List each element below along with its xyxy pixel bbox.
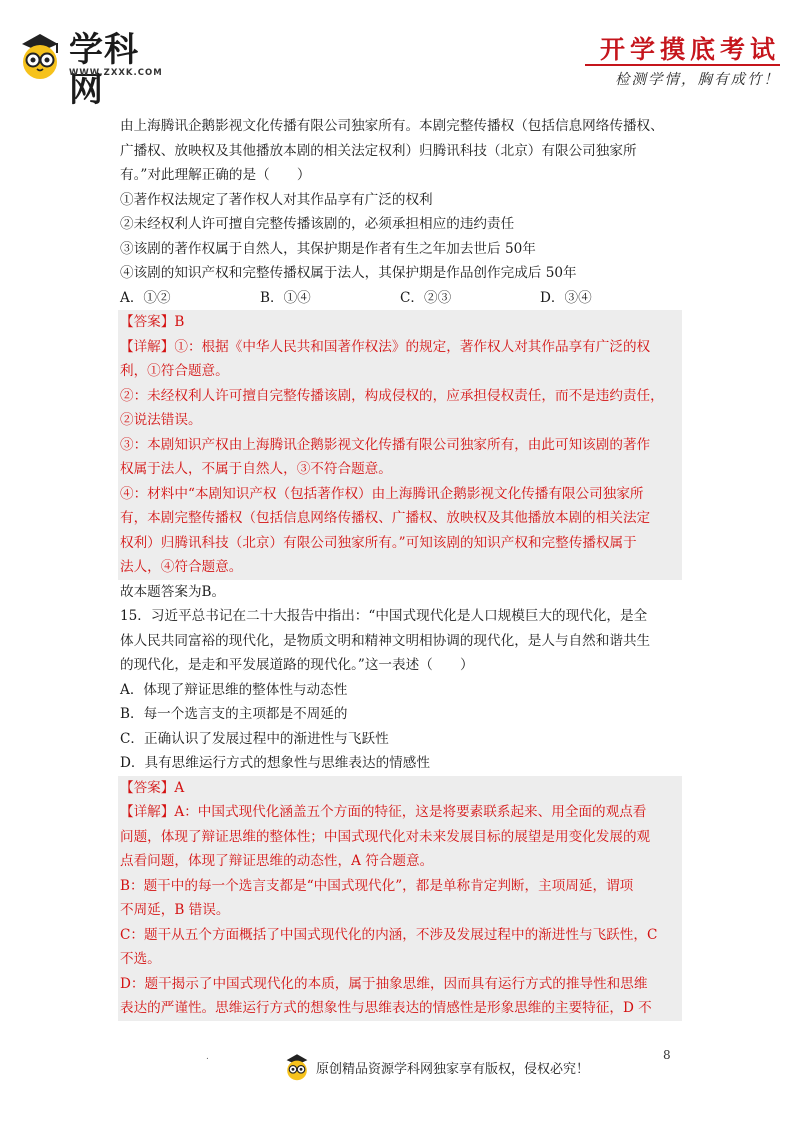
owl-mascot-icon xyxy=(282,1052,312,1082)
question-15 xyxy=(120,604,680,1021)
answer-explanation-box xyxy=(118,776,682,1021)
logo-url: WWW.ZXXK.COM xyxy=(69,68,163,78)
answer-explanation-box xyxy=(118,310,682,580)
explanation-line: C：题干从五个方面概括了中国式现代化的内涵，不涉及发展过程中的渐进性与飞跃性，C xyxy=(120,926,658,943)
slogan-subtitle: 检测学情，胸有成竹！ xyxy=(615,72,780,88)
explanation-line: ②：未经权利人许可擅自完整传播该剧，构成侵权的，应承担侵权责任，而不是违约责任， xyxy=(120,387,664,404)
explanation-line: 问题，体现了辩证思维的整体性；中国式现代化对未来发展目标的展望是用变化发展的观 xyxy=(120,828,651,845)
site-logo xyxy=(14,30,164,110)
explanation-line: 【详解】A：中国式现代化涵盖五个方面的特征，这是将要素联系起来、用全面的观点看 xyxy=(120,804,647,820)
question-14 xyxy=(120,114,680,604)
document-body xyxy=(120,114,680,1021)
slogan-title: 开学摸底考试 xyxy=(599,35,780,64)
slogan-divider xyxy=(585,64,780,66)
option-c: C．②③ xyxy=(400,289,452,306)
explanation-line: 表达的严谨性。思维运行方式的想象性与思维表达的情感性是形象思维的主要特征，D 不 xyxy=(120,1000,652,1016)
explanation-line: B：题干中的每一个选言支都是“中国式现代化”，都是单称肯定判断，主项周延，谓项 xyxy=(120,877,634,894)
explanation-line: ③：本剧知识产权由上海腾讯企鹅影视文化传播有限公司独家所有，由此可知该剧的著作 xyxy=(120,436,651,453)
explanation-line: 不周延，B 错误。 xyxy=(120,902,230,918)
explanation-line: 权利）归腾讯科技（北京）有限公司独家所有。”可知该剧的知识产权和完整传播权属于 xyxy=(120,534,637,551)
option-d: D．具有思维运行方式的想象性与思维表达的情感性 xyxy=(120,755,430,771)
explanation-line: ④：材料中“本剧知识产权（包括著作权）由上海腾讯企鹅影视文化传播有限公司独家所 xyxy=(120,485,644,502)
statement: ①著作权法规定了著作权人对其作品享有广泛的权利 xyxy=(120,191,433,208)
option-a: A．①② xyxy=(120,289,171,306)
logo-name: 学科网 xyxy=(69,30,139,110)
explanation-line: 【详解】①：根据《中华人民共和国著作权法》的规定，著作权人对其作品享有广泛的权 xyxy=(120,338,651,355)
owl-mascot-icon xyxy=(14,30,66,82)
answer-options xyxy=(120,286,680,311)
question-stem-line: 由上海腾讯企鹅影视文化传播有限公司独家所有。本剧完整传播权（包括信息网络传播权、 xyxy=(120,118,664,134)
statement: ③该剧的著作权属于自然人，其保护期是作者有生之年加去世后 50年 xyxy=(120,240,536,257)
footer-dot: . xyxy=(206,1052,209,1062)
statement: ④该剧的知识产权和完整传播权属于法人，其保护期是作品创作完成后 50年 xyxy=(120,265,577,281)
question-stem-line: 有。”对此理解正确的是（ ） xyxy=(120,167,311,183)
answer-line: 【答案】B xyxy=(120,314,185,330)
explanation-line: 权属于法人，不属于自然人，③不符合题意。 xyxy=(120,461,392,477)
option-d: D．③④ xyxy=(540,289,592,306)
question-stem-line: 体人民共同富裕的现代化，是物质文明和精神文明相协调的现代化，是人与自然和谐共生 xyxy=(120,632,651,649)
footer-copyright xyxy=(282,1050,589,1084)
explanation-line: ②说法错误。 xyxy=(120,412,202,428)
answer-line: 【答案】A xyxy=(120,779,185,796)
explanation-line: 不选。 xyxy=(120,951,161,967)
explanation-line: 法人，④符合题意。 xyxy=(120,559,243,575)
statement: ②未经权利人许可擅自完整传播该剧的，必须承担相应的违约责任 xyxy=(120,216,515,232)
option-b: B．①④ xyxy=(260,289,311,306)
question-stem-line: 广播权、放映权及其他播放本剧的相关法定权利）归腾讯科技（北京）有限公司独家所 xyxy=(120,142,637,159)
copyright-text: 原创精品资源学科网独家享有版权，侵权必究！ xyxy=(316,1061,590,1077)
explanation-line: 有，本剧完整传播权（包括信息网络传播权、广播权、放映权及其他播放本剧的相关法定 xyxy=(120,510,651,526)
explanation-line: 点看问题，体现了辩证思维的动态性，A 符合题意。 xyxy=(120,853,434,869)
question-stem-line: 15．习近平总书记在二十大报告中指出：“中国式现代化是人口规模巨大的现代化，是全 xyxy=(120,608,648,624)
page-number: 8 xyxy=(663,1048,671,1062)
question-stem-line: 的现代化，是走和平发展道路的现代化。”这一表述（ ） xyxy=(120,657,474,673)
option-b: B．每一个选言支的主项都是不周延的 xyxy=(120,706,348,722)
explanation-line: 利，①符合题意。 xyxy=(120,363,229,379)
explanation-line: D：题干揭示了中国式现代化的本质，属于抽象思维，因而具有运行方式的推导性和思维 xyxy=(120,975,648,992)
option-a: A．体现了辩证思维的整体性与动态性 xyxy=(120,681,348,698)
option-c: C．正确认识了发展过程中的渐进性与飞跃性 xyxy=(120,730,389,747)
conclusion-line: 故本题答案为B。 xyxy=(120,583,226,600)
